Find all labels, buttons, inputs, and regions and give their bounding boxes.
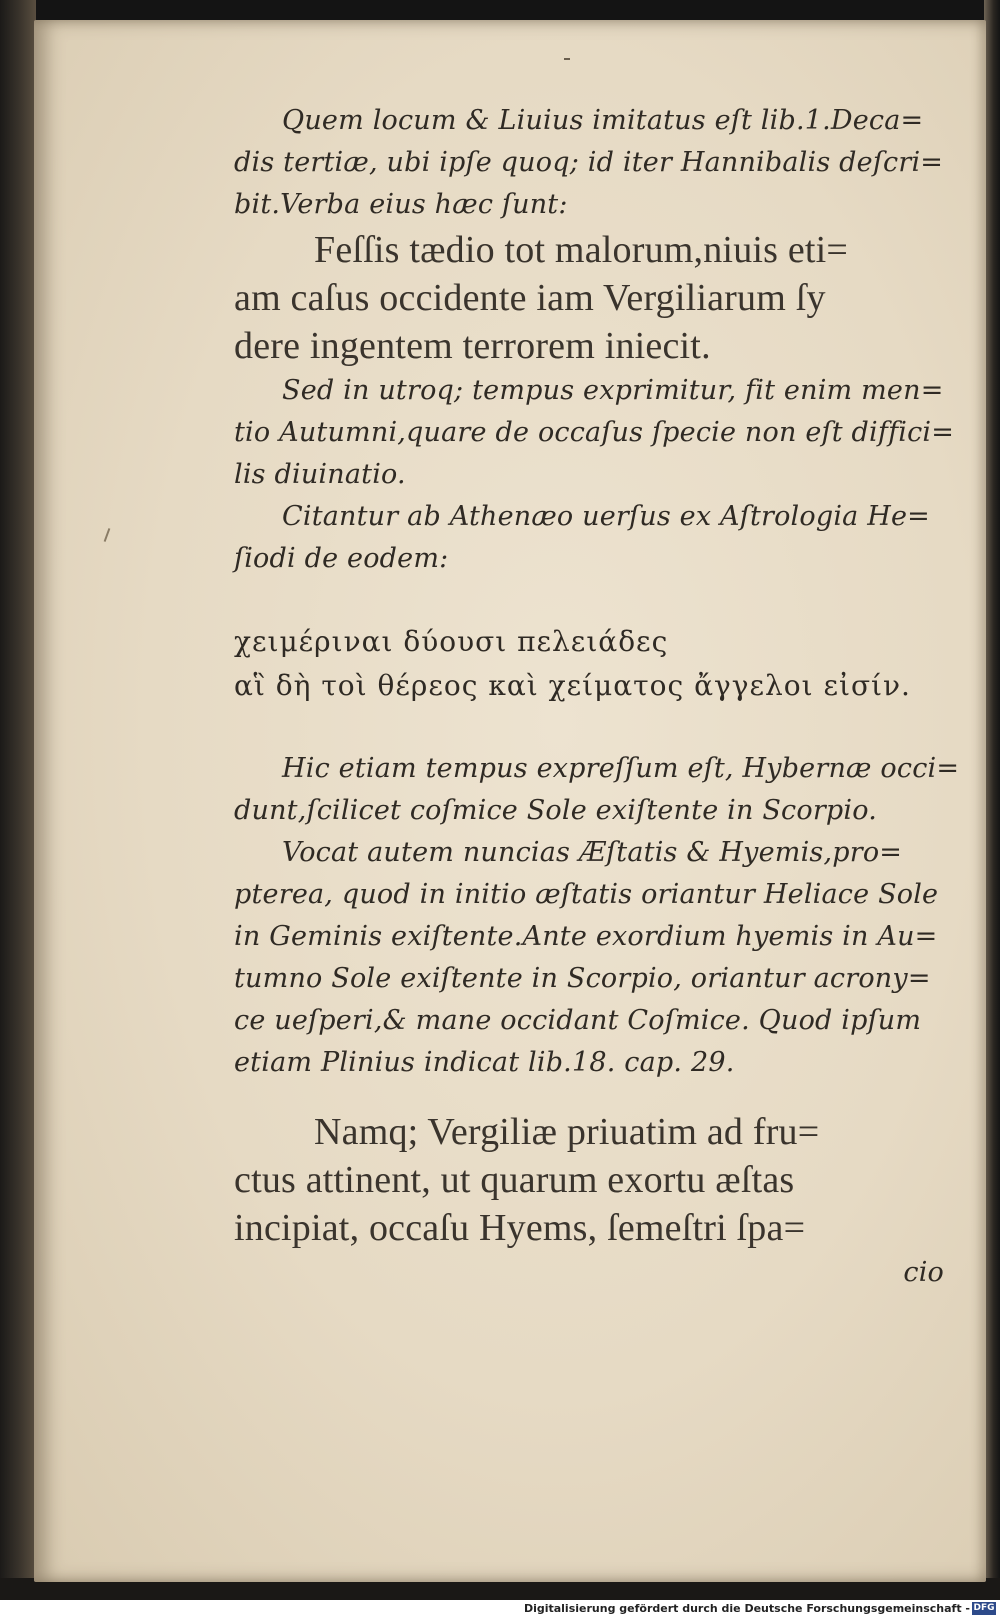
greek-verse-line: αἳ δὴ τοὶ θέρεος καὶ χείματος ἄγγελοι εἰσίν.: [234, 669, 911, 702]
text-line: pterea, quod in initio æſtatis oriantur Heliace Sole: [234, 879, 939, 910]
text-line: Quem locum & Liuius imitatus eſt lib.1.Deca=: [282, 105, 924, 136]
dfg-logo: DFG: [973, 1603, 995, 1613]
text-line: Sed in utroq; tempus exprimitur, fit enim men=: [282, 375, 944, 406]
ink-mark: [104, 528, 111, 542]
text-line: Citantur ab Athenæo uerſus ex Aſtrologia He=: [282, 501, 930, 532]
catchword: cio: [903, 1257, 944, 1288]
spacer: [234, 1084, 974, 1108]
book-page: [34, 20, 986, 1582]
text-line: tio Autumni,quare de occaſus ſpecie non eſt diffici=: [234, 417, 955, 448]
quote-line: Namq; Vergiliæ priuatim ad fru=: [314, 1111, 820, 1153]
text-line: in Geminis exiſtente.Ante exordium hyemis in Au=: [234, 921, 938, 952]
text-line: Hic etiam tempus expreſſum eſt, Hybernæ occi=: [282, 753, 960, 784]
quote-line: ctus attinent, ut quarum exortu æſtas: [234, 1159, 795, 1201]
text-line: tumno Sole exiſtente in Scorpio, oriantur acrony=: [234, 963, 931, 994]
text-line: dis tertiæ, ubi ipſe quoq; id iter Hannibalis deſcri=: [234, 147, 944, 178]
ink-mark: [564, 58, 570, 60]
text-line: Vocat autem nuncias Æſtatis & Hyemis,pro=: [282, 837, 903, 868]
page-edge-right: [984, 0, 1000, 1600]
spacer: [234, 580, 974, 620]
quote-line: Feſſis tædio tot malorum,niuis eti=: [314, 229, 849, 271]
quote-line: am caſus occidente iam Vergiliarum ſy: [234, 277, 826, 319]
book-binding-left: [0, 0, 36, 1600]
scan-top-border: [0, 0, 1000, 22]
text-line: etiam Plinius indicat lib.18. cap. 29.: [234, 1047, 735, 1078]
text-line: lis diuinatio.: [234, 459, 406, 490]
page-text-block: [234, 100, 974, 1294]
quote-line: incipiat, occaſu Hyems, ſemeſtri ſpa=: [234, 1207, 806, 1249]
quote-line: dere ingentem terrorem iniecit.: [234, 325, 711, 367]
text-line: bit.Verba eius hæc ſunt:: [234, 189, 568, 220]
text-line: dunt,ſcilicet coſmice Sole exiſtente in Scorpio.: [234, 795, 878, 826]
text-line: ce ueſperi,& mane occidant Coſmice. Quod ipſum: [234, 1005, 922, 1036]
funding-credit: Digitalisierung gefördert durch die Deutsche Forschungsgemeinschaft -: [523, 1602, 970, 1615]
text-line: ſiodi de eodem:: [234, 543, 449, 574]
greek-verse-line: χειμέριναι δύουσι πελειάδες: [234, 625, 669, 658]
spacer: [234, 708, 974, 748]
